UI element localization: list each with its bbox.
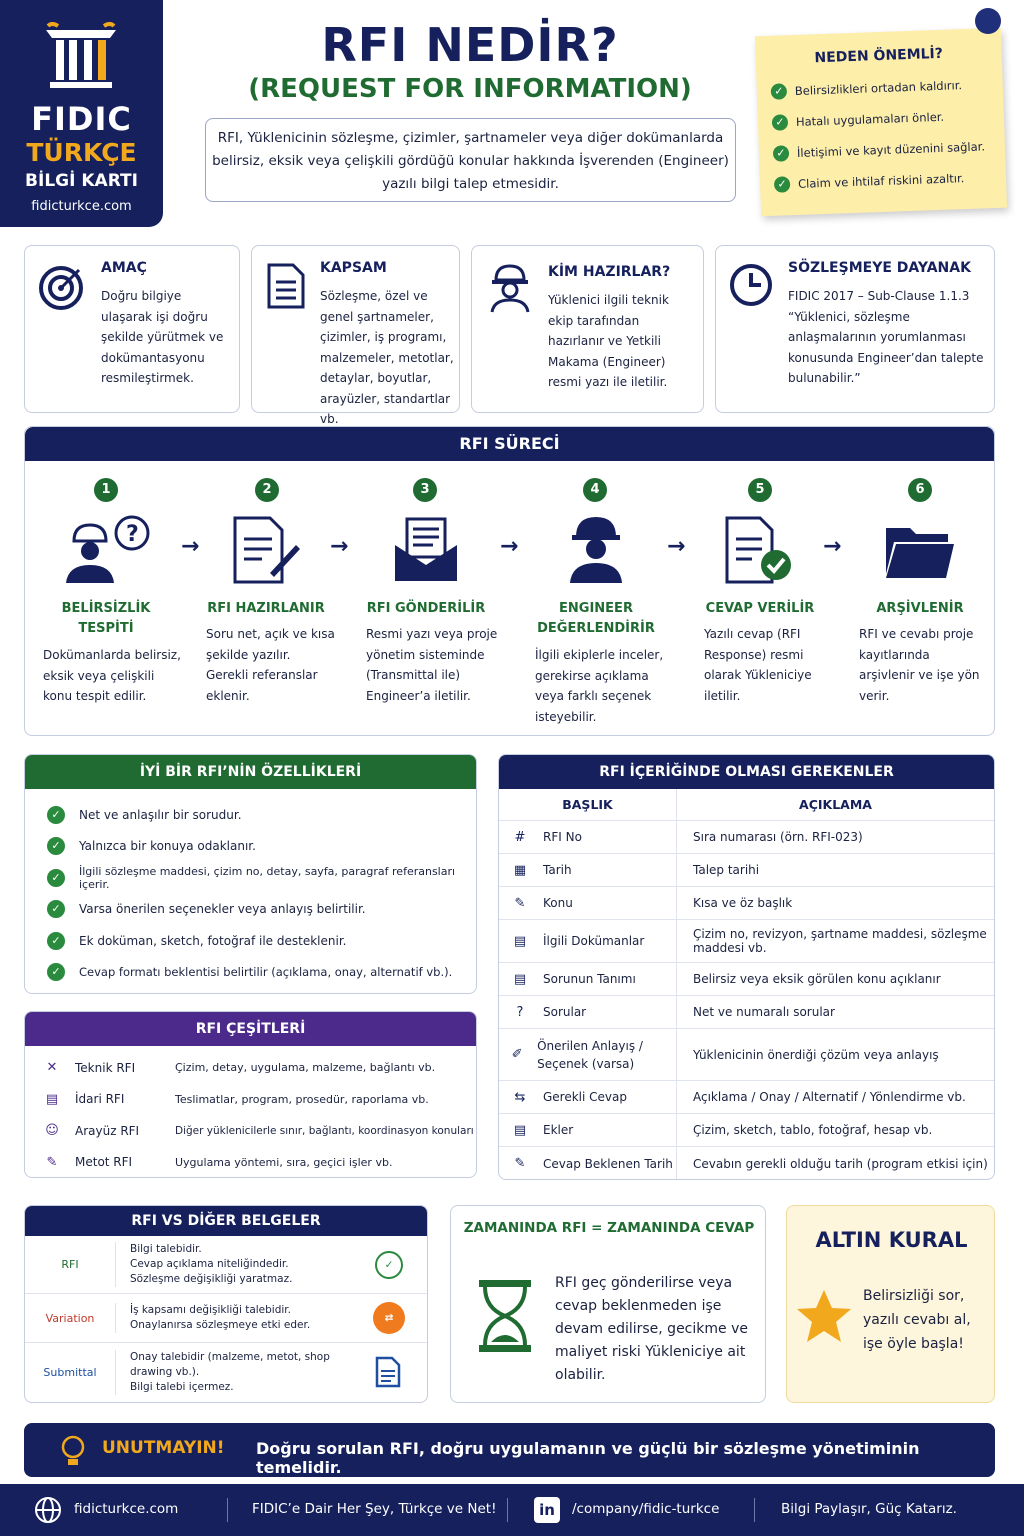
globe-icon	[34, 1496, 62, 1524]
document-icon	[375, 1356, 401, 1388]
table-row	[499, 1147, 994, 1180]
versus-desc: İş kapsamı değişikliği talebidir. Onaylanırsa sözleşmeye etki eder.	[115, 1303, 373, 1333]
logo-line1: FIDIC	[31, 100, 132, 138]
row-value: Çizim no, revizyon, şartname maddesi, sözleşme maddesi vb.	[676, 920, 994, 962]
process-title: RFI SÜRECİ	[25, 427, 994, 461]
exchange-icon: ⇆	[514, 1089, 526, 1105]
target-icon	[37, 264, 85, 312]
card-who-prepares	[471, 245, 704, 413]
table-row	[499, 887, 994, 920]
types-title: RFI ÇEŞİTLERİ	[25, 1012, 476, 1046]
rfi-vs-documents	[24, 1205, 428, 1403]
divider	[754, 1498, 755, 1522]
footer	[0, 1484, 1024, 1536]
logo-line2: TÜRKÇE	[26, 138, 137, 167]
svg-text:?: ?	[126, 522, 139, 547]
row-value: Belirsiz veya eksik görülen konu açıklanır	[676, 963, 994, 995]
document-pen-icon	[232, 515, 302, 585]
step-title: RFI HAZIRLANIR	[207, 601, 325, 616]
check-icon: ✓	[47, 900, 65, 918]
timely-body: RFI geç gönderilirse veya cevap beklenmeden işe devam edilirse, gecikme ve maliyet riski Yükleniciye ait olabilir.	[555, 1275, 748, 1383]
row-key: Önerilen Anlayış / Seçenek (varsa)	[537, 1038, 643, 1071]
card-body: Doğru bilgiye ulaşarak işi doğru şekilde yürütmek ve dokümantasyonu resmileştirmek.	[101, 289, 224, 385]
column-header: AÇIKLAMA	[676, 789, 994, 820]
document-icon: ▤	[513, 971, 527, 987]
divider	[227, 1498, 228, 1522]
step-body: RFI ve cevabı proje kayıtlarında arşivlenir ve işe yön verir.	[859, 627, 980, 703]
timely-title: ZAMANINDA RFI = ZAMANINDA CEVAP	[463, 1220, 755, 1236]
type-row	[43, 1084, 476, 1116]
page-subtitle: (REQUEST FOR INFORMATION)	[248, 74, 692, 104]
table-row	[499, 854, 994, 887]
feature-item	[25, 862, 476, 894]
table-row	[499, 996, 994, 1029]
type-name: Arayüz RFI	[75, 1123, 140, 1138]
row-value: Çizim, sketch, tablo, fotoğraf, hesap vb.	[676, 1114, 994, 1146]
card-body: Sözleşme, özel ve genel şartnameler, çizimler, iş programı, malzemeler, metotlar, detaylar, boyutlar, arayüzler, standartlar vb.	[320, 289, 454, 426]
pen-icon: ✐	[511, 1047, 523, 1062]
check-icon: ✓	[47, 806, 65, 824]
table-row	[499, 1029, 994, 1081]
calendar-icon: ▦	[513, 862, 527, 878]
linkedin-icon[interactable]: in	[534, 1497, 560, 1523]
step-title: ARŞİVLENİR	[876, 601, 964, 616]
rfi-content-table	[498, 754, 995, 1180]
feature-item	[25, 925, 476, 957]
people-icon: ☺	[45, 1123, 59, 1139]
row-key: Konu	[543, 896, 573, 910]
type-desc: Uygulama yöntemi, sıra, geçici işler vb.	[175, 1155, 393, 1169]
row-key: Gerekli Cevap	[543, 1090, 627, 1104]
feature-item	[25, 831, 476, 863]
logo-block	[0, 0, 163, 227]
golden-rule-card	[786, 1205, 995, 1403]
lightbulb-icon	[60, 1435, 86, 1467]
type-row	[43, 1147, 476, 1179]
card-scope	[251, 245, 460, 426]
check-icon: ✓	[47, 869, 65, 887]
card-title: AMAÇ	[101, 260, 147, 276]
feature-text: Yalnızca bir konuya odaklanır.	[79, 839, 256, 854]
row-value: Cevabın gerekli olduğu tarih (program etkisi için)	[676, 1147, 994, 1180]
check-icon: ✓	[774, 176, 791, 193]
arrow-right-icon: →	[500, 534, 519, 559]
type-desc: Teslimatlar, program, prosedür, raporlama vb.	[175, 1092, 429, 1106]
arrow-right-icon: →	[667, 534, 686, 559]
note-title: NEDEN ÖNEMLİ?	[814, 45, 944, 67]
card-title: KİM HAZIRLAR?	[548, 264, 671, 280]
type-name: Teknik RFI	[75, 1060, 136, 1075]
step-title: BELİRSİZLİK TESPİTİ	[61, 601, 151, 636]
good-rfi-features	[24, 754, 477, 994]
versus-row	[25, 1236, 427, 1294]
clipboard-icon: ▤	[45, 1091, 59, 1107]
versus-name: Submittal	[43, 1365, 97, 1379]
signature-icon: ✎	[514, 1156, 526, 1171]
feature-item	[25, 894, 476, 926]
reminder-text: Doğru sorulan RFI, doğru uygulamanın ve güçlü bir sözleşme yönetiminin temelidir.	[256, 1439, 920, 1477]
definition-box: RFI, Yüklenicinin sözleşme, çizimler, şartnameler veya diğer dokümanlarda belirsiz, eksik veya çelişkili gördüğü konular hakkında İşverenden (Engineer) yazılı bilgi talep etmesidir.	[205, 118, 736, 202]
row-value: Yüklenicinin önerdiği çözüm veya anlayış	[676, 1029, 994, 1080]
feature-text: Varsa önerilen seçenekler veya anlayış belirtilir.	[79, 902, 366, 917]
row-value: Açıklama / Onay / Alternatif / Yönlendirme vb.	[676, 1081, 994, 1113]
feature-item	[25, 957, 476, 989]
reminder-label: UNUTMAYIN!	[102, 1438, 225, 1458]
step-body: Soru net, açık ve kısa şekilde yazılır. Gerekli referanslar eklenir.	[206, 627, 335, 703]
table-row	[499, 920, 994, 963]
feature-text: Cevap formatı beklentisi belirtilir (açıklama, onay, alternatif vb.).	[79, 965, 453, 980]
table-row	[499, 1081, 994, 1114]
arrow-right-icon: →	[823, 534, 842, 559]
card-title: SÖZLEŞMEYE DAYANAK	[788, 260, 971, 276]
why-important-note	[755, 28, 1007, 216]
content-title: RFI İÇERİĞİNDE OLMASI GEREKENLER	[499, 755, 994, 789]
step-number: 4	[583, 478, 607, 502]
document-check-icon	[724, 515, 794, 585]
check-icon: ✓	[47, 837, 65, 855]
column-logo-icon	[42, 22, 120, 92]
row-key: Cevap Beklenen Tarih	[543, 1156, 673, 1171]
note-item-text: Belirsizlikleri ortadan kaldırır.	[794, 77, 963, 98]
versus-row	[25, 1294, 427, 1343]
card-purpose	[24, 245, 240, 413]
step-number: 2	[255, 478, 279, 502]
table-row	[499, 821, 994, 854]
card-contract-basis	[715, 245, 995, 413]
step-body: İlgili ekiplerle inceler, gerekirse açıklama veya farklı seçenek isteyebilir.	[535, 648, 664, 724]
note-item-text: İletişimi ve kayıt düzenini sağlar.	[796, 138, 986, 160]
document-icon	[266, 262, 306, 310]
step-title: RFI GÖNDERİLİR	[366, 601, 486, 616]
row-key: Tarih	[543, 863, 572, 877]
golden-title: ALTIN KURAL	[815, 1228, 968, 1252]
page-title: RFI NEDİR?	[321, 18, 619, 72]
type-row	[43, 1115, 476, 1147]
card-title: KAPSAM	[320, 260, 387, 276]
note-item-text: Hatalı uygulamaları önler.	[795, 109, 945, 129]
rfi-types	[24, 1011, 477, 1178]
envelope-icon	[393, 515, 459, 585]
footer-linkedin[interactable]: /company/fidic-turkce	[572, 1501, 720, 1517]
arrow-right-icon: →	[181, 534, 200, 559]
type-desc: Çizim, detay, uygulama, malzeme, bağlantı vb.	[175, 1061, 436, 1075]
note-item	[774, 161, 993, 200]
pushpin-icon	[975, 8, 1001, 34]
step-number: 1	[94, 478, 118, 502]
versus-desc: Onay talebidir (malzeme, metot, shop drawing vb.). Bilgi talebi içermez.	[115, 1350, 375, 1395]
step-number: 6	[908, 478, 932, 502]
feature-item	[25, 799, 476, 831]
versus-title: RFI VS DİĞER BELGELER	[25, 1206, 427, 1236]
versus-name: Variation	[45, 1311, 95, 1325]
folder-icon	[884, 522, 956, 580]
person-question-icon	[60, 515, 152, 585]
star-icon	[795, 1288, 853, 1344]
footer-slogan: FIDIC’e Dair Her Şey, Türkçe ve Net!	[252, 1501, 497, 1517]
row-key: Ekler	[543, 1123, 574, 1137]
column-header: BAŞLIK	[562, 797, 613, 812]
question-icon: ?	[516, 1004, 524, 1020]
table-header	[499, 789, 994, 821]
type-name: İdari RFI	[75, 1092, 125, 1107]
step-number: 5	[748, 478, 772, 502]
hourglass-icon	[477, 1278, 533, 1354]
feature-text: Ek doküman, sketch, fotoğraf ile desteklenir.	[79, 933, 347, 948]
clock-icon	[728, 262, 774, 308]
row-value: Talep tarihi	[676, 854, 994, 886]
arrow-right-icon: →	[330, 534, 349, 559]
pencil-icon: ✎	[46, 1154, 58, 1170]
row-value: Kısa ve öz başlık	[676, 887, 994, 919]
tools-icon: ✕	[46, 1060, 58, 1076]
check-icon: ✓	[47, 932, 65, 950]
step-title: ENGINEER DEĞERLENDİRİR	[537, 601, 655, 636]
attachment-icon: ▤	[513, 1122, 527, 1138]
row-value: Sıra numarası (örn. RFI-023)	[676, 821, 994, 853]
type-desc: Diğer yüklenicilerle sınır, bağlantı, koordinasyon konuları	[175, 1124, 474, 1137]
feature-text: İlgili sözleşme maddesi, çizim no, detay, sayfa, paragraf referansları içerir.	[79, 864, 456, 891]
step-body: Yazılı cevap (RFI Response) resmi olarak Yükleniciye iletilir.	[704, 627, 812, 703]
footer-site[interactable]: fidicturkce.com	[74, 1501, 179, 1517]
row-key: Sorunun Tanımı	[543, 972, 636, 986]
row-key: İlgili Dokümanlar	[543, 934, 645, 948]
type-name: Metot RFI	[75, 1155, 133, 1170]
engineer-icon	[566, 513, 626, 585]
reminder-banner	[24, 1423, 995, 1477]
check-icon: ✓	[772, 114, 789, 131]
versus-desc: Bilgi talebidir. Cevap açıklama niteliğindedir. Sözleşme değişikliği yaratmaz.	[115, 1242, 375, 1287]
step-number: 3	[413, 478, 437, 502]
logo-url[interactable]: fidicturkce.com	[31, 199, 132, 214]
type-row	[43, 1052, 476, 1084]
swap-icon: ⇄	[373, 1302, 405, 1334]
check-circle-icon: ✓	[375, 1251, 403, 1279]
footer-slogan: Bilgi Paylaşır, Güç Katarız.	[781, 1501, 957, 1517]
check-icon: ✓	[771, 83, 788, 100]
timely-rfi-card	[450, 1205, 766, 1403]
row-value: Net ve numaralı sorular	[676, 996, 994, 1028]
note-item-text: Claim ve ihtilaf riskini azaltır.	[797, 170, 965, 191]
row-key: RFI No	[543, 830, 582, 844]
logo-line3: BİLGİ KARTI	[25, 171, 138, 191]
edit-icon: ✎	[514, 895, 526, 911]
check-icon: ✓	[47, 963, 65, 981]
engineer-icon	[486, 262, 534, 314]
versus-row	[25, 1343, 427, 1401]
step-body: Dokümanlarda belirsiz, eksik veya çelişkili konu tespit edilir.	[43, 648, 181, 703]
feature-text: Net ve anlaşılır bir sorudur.	[79, 807, 242, 822]
divider	[507, 1498, 508, 1522]
versus-name: RFI	[61, 1258, 79, 1271]
card-body: FIDIC 2017 – Sub-Clause 1.1.3 “Yüklenici, sözleşme anlaşmalarının yorumlanması konusunda Engineer’dan talepte bulunabilir.”	[788, 289, 984, 385]
check-icon: ✓	[773, 145, 790, 162]
features-title: İYİ BİR RFI’NİN ÖZELLİKLERİ	[25, 755, 476, 789]
golden-body: Belirsizliği sor, yazılı cevabı al, işe öyle başla!	[863, 1288, 971, 1352]
step-title: CEVAP VERİLİR	[705, 601, 815, 616]
step-body: Resmi yazı veya proje yönetim sisteminde (Transmittal ile) Engineer’a iletilir.	[366, 627, 498, 703]
row-key: Sorular	[543, 1005, 587, 1019]
document-icon: ▤	[513, 933, 527, 949]
table-row	[499, 1114, 994, 1147]
card-body: Yüklenici ilgili teknik ekip tarafından hazırlanır ve Yetkili Makama (Engineer) resmi yazı ile iletilir.	[548, 293, 669, 389]
table-row	[499, 963, 994, 996]
hash-icon: #	[514, 829, 526, 845]
